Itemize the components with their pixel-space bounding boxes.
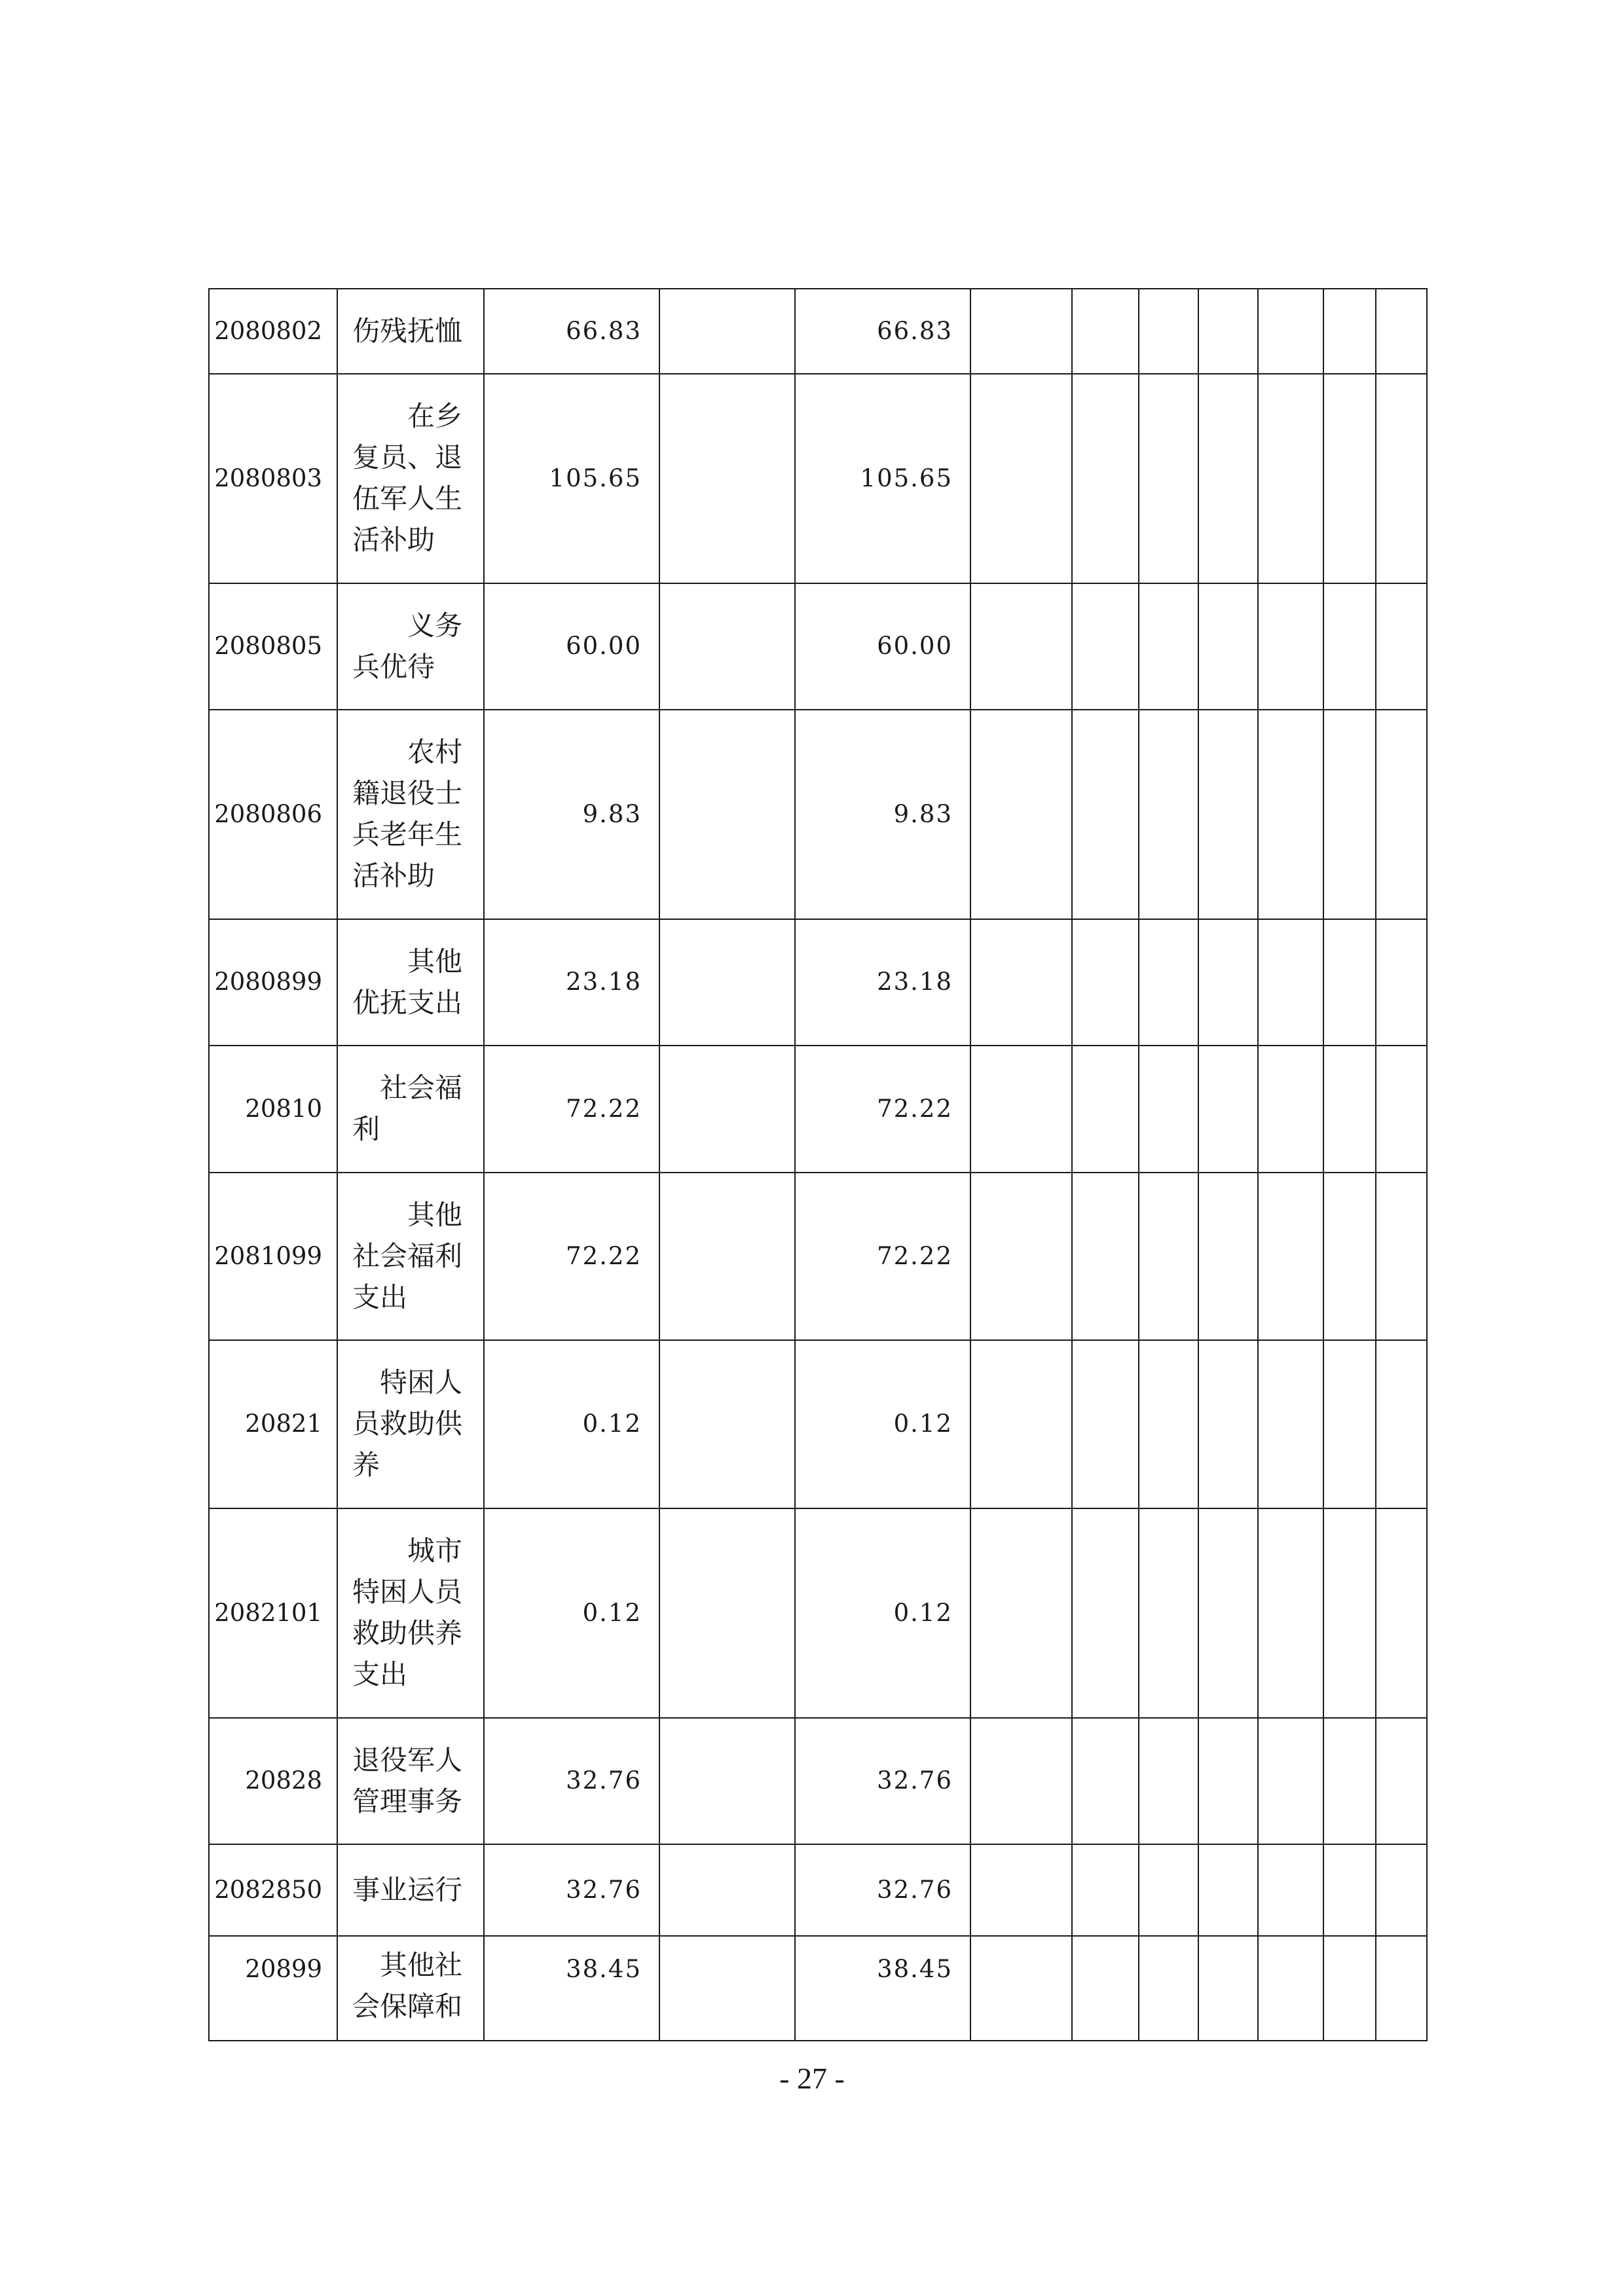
table-row bbox=[0, 1844, 1624, 1935]
row-code: 2080899 bbox=[214, 968, 322, 996]
table-border bbox=[208, 1717, 1428, 1719]
row-value-basic: 66.83 bbox=[877, 316, 953, 345]
row-value-basic: 32.76 bbox=[877, 1875, 953, 1904]
row-code: 20899 bbox=[245, 1955, 322, 1983]
table-border bbox=[208, 1935, 1428, 1937]
page-number: - 27 - bbox=[779, 2062, 845, 2095]
row-name: 伤残抚恤 bbox=[352, 314, 463, 347]
row-value-total: 0.12 bbox=[582, 1598, 642, 1627]
row-value-total: 60.00 bbox=[566, 632, 642, 660]
row-value-basic: 23.18 bbox=[877, 968, 953, 996]
table-row bbox=[0, 583, 1624, 709]
row-name: 在乡复员、退伍军人生活补助 bbox=[352, 400, 463, 556]
table-border bbox=[970, 288, 971, 2041]
row-value-total: 32.76 bbox=[566, 1875, 642, 1904]
table-row bbox=[0, 709, 1624, 919]
table-row bbox=[0, 373, 1624, 583]
table-row bbox=[0, 919, 1624, 1045]
row-name: 其他优抚支出 bbox=[352, 945, 463, 1019]
table-row bbox=[0, 1935, 1624, 2041]
table-border bbox=[1426, 288, 1428, 2041]
row-name: 城市特困人员救助供养支出 bbox=[352, 1535, 463, 1690]
row-code: 20821 bbox=[245, 1410, 322, 1438]
table-border bbox=[208, 583, 1428, 584]
table-row bbox=[0, 1045, 1624, 1172]
table-border bbox=[794, 288, 796, 2041]
row-code: 2082101 bbox=[214, 1598, 322, 1627]
row-code: 2080806 bbox=[214, 799, 322, 828]
row-code: 2080802 bbox=[214, 316, 322, 345]
row-value-basic: 0.12 bbox=[893, 1410, 953, 1438]
table-border bbox=[483, 288, 485, 2041]
table-border bbox=[208, 919, 1428, 920]
row-value-total: 9.83 bbox=[582, 799, 642, 828]
row-name: 义务兵优待 bbox=[352, 609, 463, 683]
table-border bbox=[337, 288, 338, 2041]
table-border bbox=[1257, 288, 1259, 2041]
row-name: 农村籍退役士兵老年生活补助 bbox=[352, 736, 463, 892]
row-value-total: 72.22 bbox=[566, 1241, 642, 1270]
table-row bbox=[0, 1508, 1624, 1717]
row-value-total: 66.83 bbox=[566, 316, 642, 345]
row-code: 2082850 bbox=[214, 1875, 322, 1904]
table-border bbox=[208, 288, 1428, 289]
row-value-basic: 0.12 bbox=[893, 1598, 953, 1627]
table-border bbox=[208, 2040, 1428, 2041]
row-value-basic: 9.83 bbox=[893, 799, 953, 828]
table-border bbox=[208, 709, 1428, 710]
row-name: 社会福利 bbox=[352, 1072, 463, 1145]
row-value-basic: 38.45 bbox=[877, 1955, 953, 1983]
row-name: 特困人员救助供养 bbox=[352, 1366, 463, 1481]
row-code: 20828 bbox=[245, 1766, 322, 1795]
row-name: 其他社会保障和 bbox=[352, 1949, 463, 2022]
row-value-basic: 72.22 bbox=[877, 1094, 953, 1123]
table-border bbox=[208, 1172, 1428, 1173]
table-border bbox=[208, 288, 210, 2041]
row-code: 2080803 bbox=[214, 464, 322, 492]
table-row bbox=[0, 1717, 1624, 1844]
table-border bbox=[208, 1045, 1428, 1046]
row-name: 事业运行 bbox=[352, 1873, 463, 1906]
row-name: 退役军人管理事务 bbox=[352, 1743, 463, 1817]
row-code: 2081099 bbox=[214, 1241, 322, 1270]
row-code: 20810 bbox=[245, 1094, 322, 1123]
table-border bbox=[208, 1508, 1428, 1509]
table-border bbox=[1323, 288, 1324, 2041]
row-value-total: 72.22 bbox=[566, 1094, 642, 1123]
row-value-basic: 105.65 bbox=[860, 464, 953, 492]
table-row bbox=[0, 288, 1624, 373]
table-border bbox=[208, 1844, 1428, 1845]
row-value-basic: 60.00 bbox=[877, 632, 953, 660]
table-border bbox=[1198, 288, 1199, 2041]
row-name: 其他社会福利支出 bbox=[352, 1198, 463, 1313]
table-border bbox=[208, 373, 1428, 374]
table-row bbox=[0, 1172, 1624, 1339]
row-code: 2080805 bbox=[214, 632, 322, 660]
table-border bbox=[1138, 288, 1139, 2041]
row-value-total: 23.18 bbox=[566, 968, 642, 996]
row-value-total: 38.45 bbox=[566, 1955, 642, 1983]
row-value-basic: 32.76 bbox=[877, 1766, 953, 1795]
row-value-basic: 72.22 bbox=[877, 1241, 953, 1270]
table-border bbox=[208, 1339, 1428, 1341]
row-value-total: 0.12 bbox=[582, 1410, 642, 1438]
table-border bbox=[659, 288, 660, 2041]
table-row bbox=[0, 1339, 1624, 1508]
row-value-total: 105.65 bbox=[549, 464, 642, 492]
row-value-total: 32.76 bbox=[566, 1766, 642, 1795]
table-border bbox=[1375, 288, 1376, 2041]
table-border bbox=[1071, 288, 1073, 2041]
